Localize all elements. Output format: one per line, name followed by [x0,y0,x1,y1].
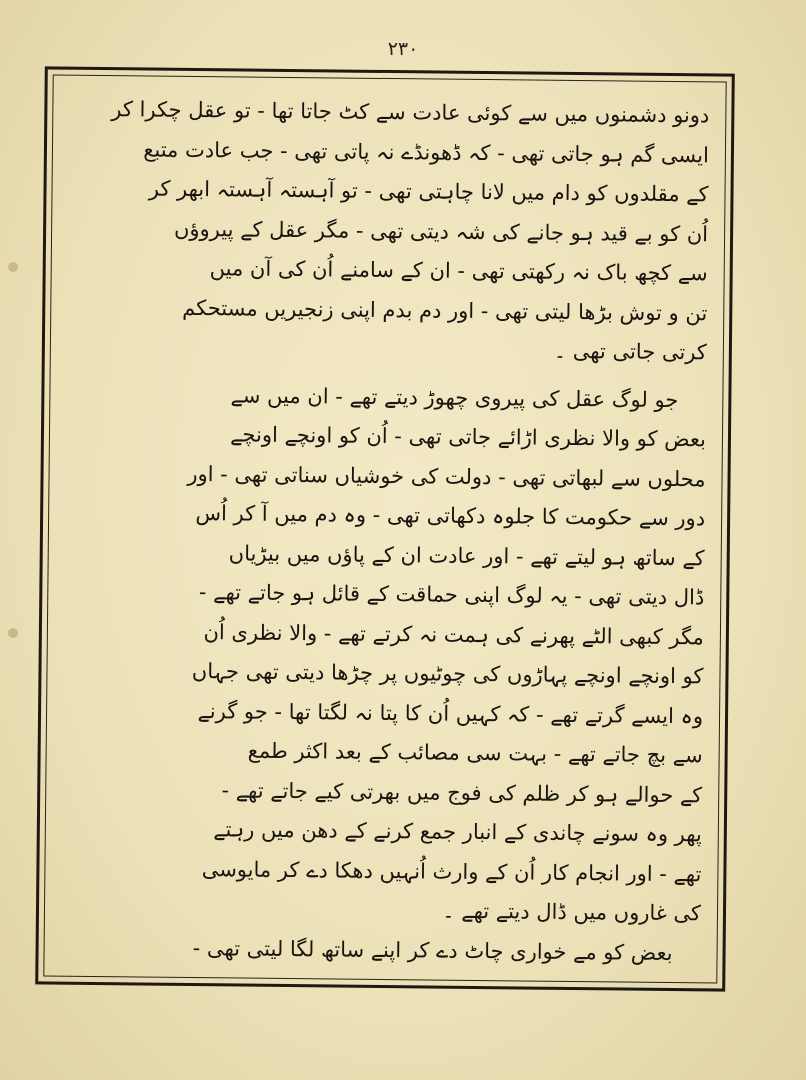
text-line: دور سے حکومت کا جلوہ دکھاتی تھی - وہ دم میں آ کر اُس [195,501,706,531]
text-frame [35,66,735,991]
paragraph [61,374,707,934]
text-line: سے بچ جاتے تھے - بہت سی مصائب کے بعد اکثر طمع [247,738,703,768]
paragraph [67,90,710,373]
text-line: کے ساتھ ہو لیتے تھے - اور عادت ان کے پاؤں میں بیڑیاں [228,540,705,570]
urdu-text-body [60,90,709,975]
text-line: کے مقلدوں کو دام میں لانا چاہتی تھی - تو آہستہ آہستہ ابھر کر [148,176,709,207]
text-line: بعض کو مے خواری چاٹ دے کر اپنے ساتھ لگا لیتی تھی - [192,935,673,965]
text-line: دونو دشمنوں میں سے کوئی عادت سے کٹ جاتا تھا - تو عقل چکرا کر [111,97,710,128]
text-line: مگر کبھی الٹے پھرنے کی ہمت نہ کرتے تھے - والا نظری اُن [203,619,705,649]
text-line: تھے - اور انجام کار اُن کے وارث اُنہیں دھکا دے کر مایوسی [201,856,702,886]
text-line: تن و توش بڑھا لیتی تھی - اور دم بدم اپنی زنجیریں مستحکم [182,295,708,325]
binding-hole-mark [8,628,18,638]
binding-hole-mark [8,262,18,272]
text-line: کو اونچے اونچے پہاڑوں کی چوٹیوں پر چڑھا دیتی تھی جہاں [191,658,704,689]
text-line: ایسی گم ہو جاتی تھی - کہ ڈھونڈے نہ پاتی تھی - جب عادت متبع [143,136,710,167]
text-line: وہ ایسے گرتے تھے - کہ کہیں اُن کا پتا نہ لگتا تھا - جو گرنے [197,698,704,728]
text-line: ڈال دیتی تھی - یہ لوگ اپنی حماقت کے قائل ہو جاتے تھے - [198,580,705,610]
text-line: اُن کو بے قید ہو جانے کی شہ دیتی تھی - مگر عقل کے پیروؤں [173,216,709,246]
text-line: پھر وہ سونے چاندی کے انبار جمع کرنے کے دھن میں رہتے [213,817,702,847]
text-line: کی غاروں میں ڈال دیتے تھے ۔ [442,898,702,926]
text-line: کرتی جاتی تھی ۔ [553,338,707,365]
text-line: بعض کو والا نظری اڑائے جاتی تھی - اُن کو اونچے اونچے [230,422,707,452]
page-number: ۲۳۰ [387,38,419,60]
paragraph [60,927,700,973]
text-line: سے کچھ باک نہ رکھتی تھی - ان کے سامنے اُن کی آن میں [209,256,708,286]
text-line: محلوں سے لبھاتی تھی - دولت کی خوشیاں سناتی تھی - اور [187,461,706,491]
text-line: جو لوگ عقل کی پیروی چھوڑ دیتے تھے - ان میں سے [230,382,679,412]
text-line: کے حوالے ہو کر ظلم کی فوج میں بھرتی کیے جاتے تھے - [221,777,703,807]
